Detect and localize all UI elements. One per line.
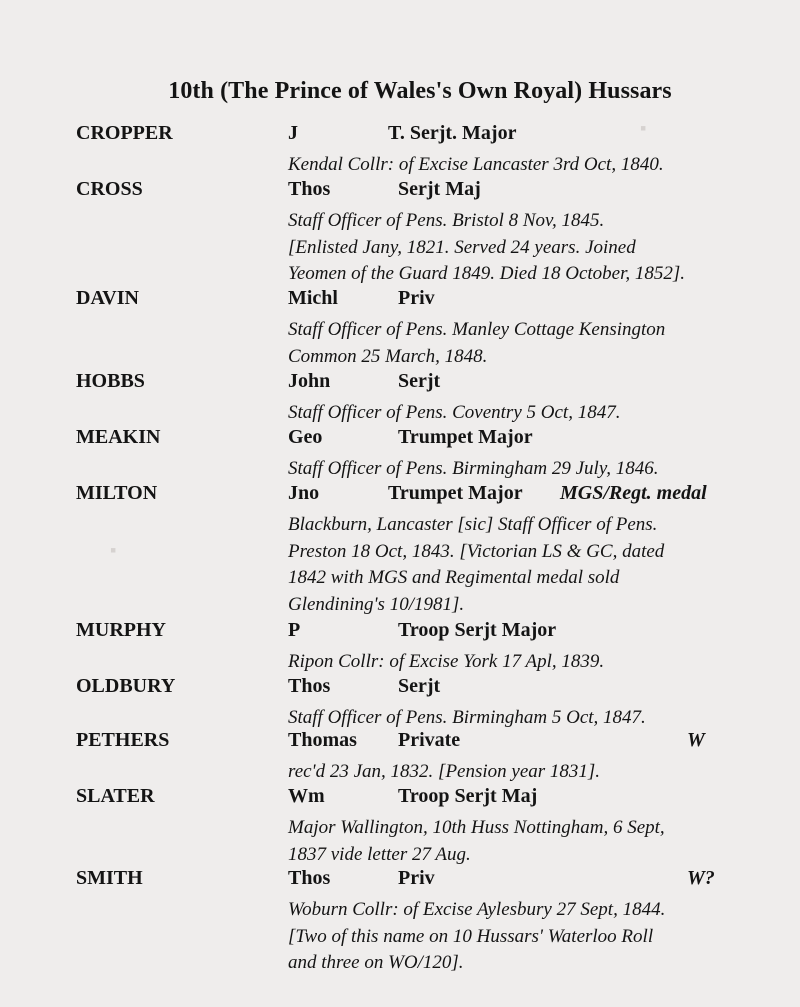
note-line: 1842 with MGS and Regimental medal sold: [288, 567, 620, 588]
entry-note: [288, 897, 768, 977]
surname: PETHERS: [76, 729, 170, 751]
forename: Thos: [288, 867, 331, 889]
entry-cross: [0, 178, 800, 288]
entry-cropper: [0, 122, 800, 179]
note-line: Ripon Collr: of Excise York 17 Apl, 1839.: [288, 651, 605, 672]
surname: OLDBURY: [76, 675, 176, 697]
rank: Troop Serjt Major: [398, 619, 557, 641]
waterloo-flag: W: [687, 729, 705, 751]
entry-note: [288, 317, 768, 370]
surname: CROSS: [76, 178, 143, 200]
surname: MILTON: [76, 482, 158, 504]
rank: Priv: [398, 287, 435, 309]
entry-note: [288, 815, 768, 868]
rank: Serjt: [398, 675, 441, 697]
entry-slater: [0, 785, 800, 868]
note-line: Staff Officer of Pens. Bristol 8 Nov, 1845.: [288, 210, 605, 231]
note-line: Preston 18 Oct, 1843. [Victorian LS & GC, dated: [288, 540, 665, 562]
entry-note: [288, 152, 768, 179]
entry-smith: [0, 867, 800, 977]
medal-note: MGS/Regt. medal: [560, 482, 707, 504]
note-line: Staff Officer of Pens. Birmingham 29 July, 1846.: [288, 458, 659, 479]
forename: Michl: [288, 287, 338, 309]
entry-note: [288, 456, 768, 483]
forename: Jno: [288, 482, 320, 504]
surname: HOBBS: [76, 370, 145, 392]
surname: CROPPER: [76, 122, 173, 144]
note-line: Kendal Collr: of Excise Lancaster 3rd Oct, 1840.: [288, 154, 664, 175]
rank: T. Serjt. Major: [388, 122, 517, 144]
note-line: [Enlisted Jany, 1821. Served 24 years. Joined: [288, 236, 636, 258]
forename: Thomas: [288, 729, 357, 751]
entry-hobbs: [0, 370, 800, 427]
note-line: Common 25 March, 1848.: [288, 345, 488, 367]
forename: Geo: [288, 426, 323, 448]
entry-meakin: [0, 426, 800, 483]
entry-murphy: [0, 619, 800, 676]
entry-milton: [0, 482, 800, 618]
rank: Trumpet Major: [398, 426, 533, 448]
entry-note: [288, 400, 768, 427]
forename: Thos: [288, 675, 331, 697]
entry-pethers: [0, 729, 800, 786]
rank: Troop Serjt Maj: [398, 785, 538, 807]
note-line: Glendining's 10/1981].: [288, 593, 465, 615]
note-line: Staff Officer of Pens. Birmingham 5 Oct, 1847.: [288, 707, 646, 728]
entry-note: [288, 208, 768, 288]
rank: Priv: [398, 867, 435, 889]
forename: Wm: [288, 785, 325, 807]
forename: P: [288, 619, 301, 641]
note-line: Yeomen of the Guard 1849. Died 18 October, 1852].: [288, 263, 686, 284]
note-line: Blackburn, Lancaster [sic] Staff Officer of Pens.: [288, 514, 658, 535]
note-line: Major Wallington, 10th Huss Nottingham, 6 Sept,: [288, 817, 665, 838]
forename: John: [288, 370, 331, 392]
entry-davin: [0, 287, 800, 370]
entry-note: [288, 759, 768, 786]
forename: J: [288, 122, 298, 144]
note-line: Staff Officer of Pens. Coventry 5 Oct, 1847.: [288, 402, 621, 423]
ghost-mark: ▪: [110, 540, 117, 560]
rank: Serjt Maj: [398, 178, 481, 200]
page-title: 10th (The Prince of Wales's Own Royal) Hussars: [168, 78, 672, 105]
surname: SMITH: [76, 867, 143, 889]
entry-oldbury: [0, 675, 800, 732]
rank: Private: [398, 729, 461, 751]
entry-note: [288, 512, 768, 618]
surname: MEAKIN: [76, 426, 161, 448]
waterloo-flag: W?: [687, 867, 715, 889]
note-line: rec'd 23 Jan, 1832. [Pension year 1831].: [288, 761, 601, 782]
note-line: and three on WO/120].: [288, 952, 464, 973]
surname: DAVIN: [76, 287, 139, 309]
rank: Serjt: [398, 370, 441, 392]
note-line: Woburn Collr: of Excise Aylesbury 27 Sept, 1844.: [288, 899, 666, 920]
surname: MURPHY: [76, 619, 166, 641]
note-line: 1837 vide letter 27 Aug.: [288, 843, 471, 865]
surname: SLATER: [76, 785, 155, 807]
rank: Trumpet Major: [388, 482, 523, 504]
entry-note: [288, 649, 768, 676]
ghost-mark: ▪: [640, 118, 647, 138]
entry-note: [288, 705, 768, 732]
note-line: Staff Officer of Pens. Manley Cottage Kensington: [288, 319, 666, 340]
forename: Thos: [288, 178, 331, 200]
note-line: [Two of this name on 10 Hussars' Waterloo Roll: [288, 925, 654, 947]
